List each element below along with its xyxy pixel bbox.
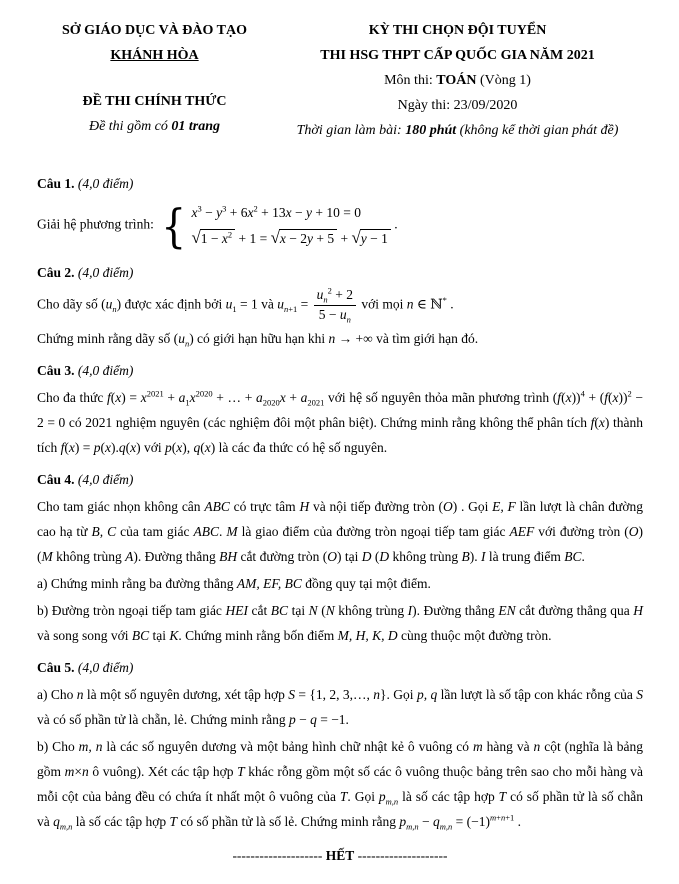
- exam-header: [37, 18, 643, 143]
- question-2-body-line1: Cho dãy số $(u_n)$ được xác định bởi $u_1 = 1$ và $u_{n+1}$ = $\frac{u_n^2 + 2}{5 - u_n}$ với mọi n ∈ ℕ* .: [37, 285, 454, 325]
- question-5-part-a: a) Cho n là một số nguyên dương, xét tập hợp S = {1, 2, 3,…, n}. Gọi p, q lần lượt là số tập con khác rỗng của S và có số phần tử là chẵn, lẻ. Chứng minh rằng p − q = −1.: [37, 686, 643, 727]
- province-name: KHÁNH HÒA: [110, 48, 199, 63]
- department-name: SỞ GIÁO DỤC VÀ ĐÀO TẠO: [61, 23, 247, 38]
- header-left-column: [37, 18, 272, 143]
- official-exam-label: ĐỀ THI CHÍNH THỨC: [82, 94, 227, 109]
- exam-footer: [37, 843, 643, 868]
- contest-title-line1: KỲ THI CHỌN ĐỘI TUYỂN: [368, 23, 547, 38]
- exam-body: [37, 171, 643, 834]
- question-5-part-b: b) Cho m, n là các số nguyên dương và một bảng hình chữ nhật kẻ ô vuông có m hàng và n cột (nghĩa là bảng gồm m×n ô vuông). Xét các tập hợp T khác rỗng gồm một số các ô vuông thuộc bảng trên sao cho mỗi hàng và mỗi cột của bảng đều có chứa ít nhất một ô vuông của T. Gọi $p_{m,n}$ là số các tập hợp T có số phần tử là số chẵn và $q_{m,n}$ là số các tập hợp T có số phần tử là số lẻ. Chứng minh rằng $p_{m,n} - q_{m,n} = (-1)^{m+n+1}$ .: [37, 738, 644, 832]
- question-2-heading: Câu 2. (4,0 điểm): [37, 265, 134, 280]
- question-3-heading: Câu 3. (4,0 điểm): [37, 362, 134, 378]
- question-3-body: Cho đa thức $f(x) = x^{2021} + a_1x^{2020}$ + … + $a_{2020}x + a_{2021}$ với hệ số nguyên thỏa mãn phương trình $(f(x))^4 + (f(x))^2 - 2 = 0$ có 2021 nghiệm nguyên (các nghiệm đôi một phân biệt). Chứng minh rằng không thể phân tích f(x) thành tích f(x) = p(x).q(x) với p(x), q(x) là các đa thức có hệ số nguyên.: [37, 388, 644, 455]
- contest-title-line2: THI HSG THPT CẤP QUỐC GIA NĂM 2021: [320, 48, 595, 63]
- subject-line: Môn thi: TOÁN (Vòng 1): [384, 73, 531, 88]
- header-right-column: [272, 18, 643, 143]
- question-4-part-b: b) Đường tròn ngoại tiếp tam giác HEI cắt BC tại N (N không trùng I). Đường thẳng EN cắt đường thẳng qua H và song song với BC tại K. Chứng minh rằng bốn điểm M, H, K, D cùng thuộc một đường tròn.: [37, 602, 643, 643]
- question-4-body: Cho tam giác nhọn không cân ABC có trực tâm H và nội tiếp đường tròn (O) . Gọi E, F lần lượt là chân đường cao hạ từ B, C của tam giác ABC. M là giao điểm của đường tròn ngoại tiếp tam giác AEF với đường tròn (O) (M không trùng A). Đường thẳng BH cắt đường tròn (O) tại D (D không trùng B). I là trung điểm BC.: [37, 498, 644, 564]
- duration-line: Thời gian làm bài: 180 phút (không kể thời gian phát đề): [296, 123, 619, 138]
- question-2-body-line2: Chứng minh rằng dãy số $(u_n)$ có giới hạn hữu hạn khi n → +∞ và tìm giới hạn đó.: [37, 330, 479, 349]
- question-4-heading: Câu 4. (4,0 điểm): [37, 471, 134, 487]
- end-marker: -------------------- HẾT --------------------: [232, 847, 448, 863]
- question-4-part-a: a) Chứng minh rằng ba đường thẳng AM, EF, BC đồng quy tại một điểm.: [37, 575, 431, 591]
- page-count-note: Đề thi gồm có 01 trang: [88, 119, 221, 134]
- header-left-spacer: [37, 68, 272, 89]
- exam-date-line: Ngày thi: 23/09/2020: [397, 98, 518, 113]
- question-1-heading: Câu 1. (4,0 điểm): [37, 176, 134, 191]
- question-1-body: Giải hệ phương trình: { $x^3 - y^3 + 6x^2 + 13x - y + 10 = 0$ $√1 - x^2 + 1 = √x - 2y + 5 + √y - 1$ .: [37, 198, 398, 253]
- question-5-heading: Câu 5. (4,0 điểm): [37, 659, 134, 675]
